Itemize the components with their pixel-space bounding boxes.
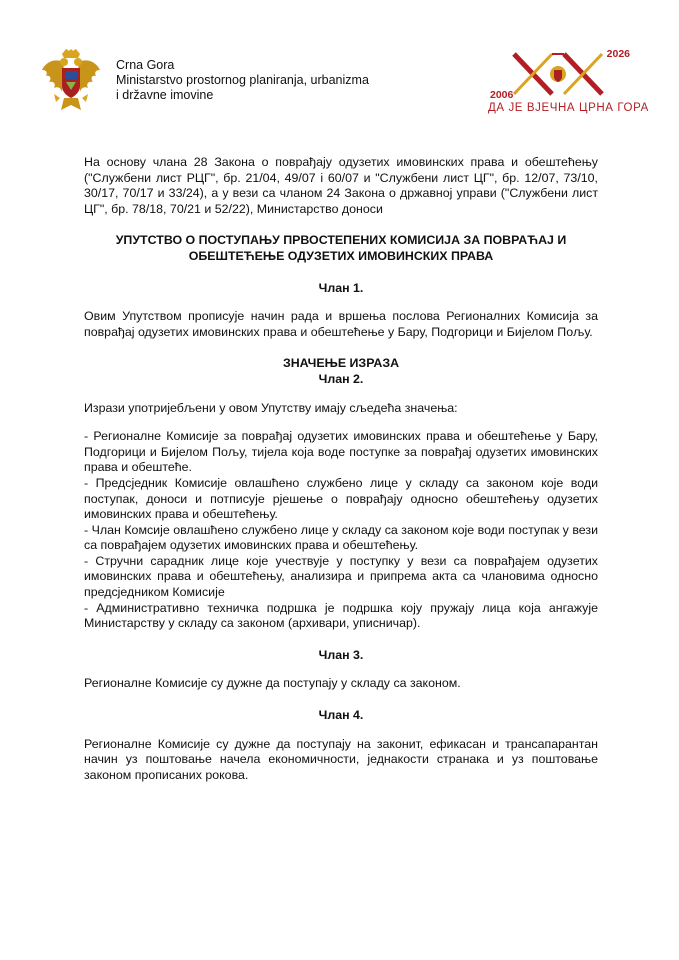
- anniversary-logo-icon: [508, 50, 608, 98]
- article-2-heading: Члан 2.: [318, 371, 364, 386]
- definition-item: - Стручни сарадник лице које учествује у поступку у вези са поврађајем одузетих имовинских права и обештећењу, анализира и припрема акта са члановима односно предсједником Комисије: [84, 553, 598, 600]
- ministry-line-country: Crna Gora: [116, 58, 175, 72]
- article-3-text: Регионалне Комисије су дужне да поступају у складу са законом.: [84, 676, 461, 691]
- document-body: [84, 155, 598, 783]
- document-header: [40, 48, 649, 120]
- anniversary-year-end: 2026: [606, 48, 630, 60]
- document-title-line2: ОБЕШТЕЋЕЊЕ ОДУЗЕТИХ ИМОВИНСКИХ ПРАВА: [188, 248, 494, 263]
- anniversary-logo: [486, 48, 649, 118]
- ministry-line-name: Ministarstvo prostornog planiranja, urbanizma: [116, 73, 369, 87]
- anniversary-motto: ДА ЈЕ ВЈЕЧНА ЦРНА ГОРА: [488, 102, 649, 114]
- ministry-line-name-cont: i državne imovine: [116, 88, 214, 102]
- definition-item: - Члан Комсије овлашћено службено лице у складу са законом које води поступак у вези са поврађајем одузетих имовинских права и обештећењу.: [84, 522, 598, 553]
- definition-item: - Регионалне Комисије за поврађај одузетих имовинских права и обештећење у Бару, Подгорици и Бијелом Пољу, тијела која воде поступке за поврађај одузетих имовинских права и обештеће.: [84, 429, 598, 475]
- article-1-heading: Члан 1.: [318, 280, 364, 295]
- article-3-heading: Члан 3.: [318, 647, 364, 662]
- montenegro-coat-of-arms-icon: [40, 48, 102, 116]
- section-heading: ЗНАЧЕЊЕ ИЗРАЗА: [282, 356, 400, 371]
- definition-item: - Административно техничка подршка је подршка коју пружају лица која ангажује Министарству у складу са законом (архивари, уписничар).: [84, 600, 598, 631]
- ministry-name: [116, 58, 369, 103]
- definition-item: - Предсједник Комисије овлашћено службено лице у складу са законом које води поступак, доноси и потписује рјешење о поврађају односно обештећењу одузетих имовинских права и обештећењу.: [84, 475, 598, 522]
- intro-paragraph: На основу члана 28 Закона о поврађају одузетих имовинских права и обештећењу ("Службени лист РЦГ", бр. 21/04, 49/07 i 60/07 и "Службени лист ЦГ", бр. 12/07, 73/10, 30/17, 70/17 и 33/24), а у вези са чланом 24 Закона о државној управи ("Службени лист ЦГ", бр. 78/18, 70/21 и 52/22), Министарство доноси: [84, 155, 598, 216]
- article-4-heading: Члан 4.: [318, 708, 364, 723]
- article-4-text: Регионалне Комисије су дужне да поступају на законит, ефикасан и трансапарантан начин уз поштовање начела економичности, једнакости странака и уз поштовање законом прописаних рокова.: [84, 736, 598, 782]
- article-1-text: Овим Упутством прописује начин рада и вршења послова Регионалних Комисија за поврађај одузетих имовинских права и обештећење у Бару, Подгорици и Бијелом Пољу.: [84, 309, 598, 339]
- document-title-line1: УПУТСТВО О ПОСТУПАЊУ ПРВОСТЕПЕНИХ КОМИСИЈА ЗА ПОВРАЋАЈ И: [115, 233, 567, 248]
- anniversary-year-start: 2006: [490, 89, 514, 101]
- article-2-intro: Изрази употријебљени у овом Упутству имају сљедећа значења:: [84, 400, 458, 415]
